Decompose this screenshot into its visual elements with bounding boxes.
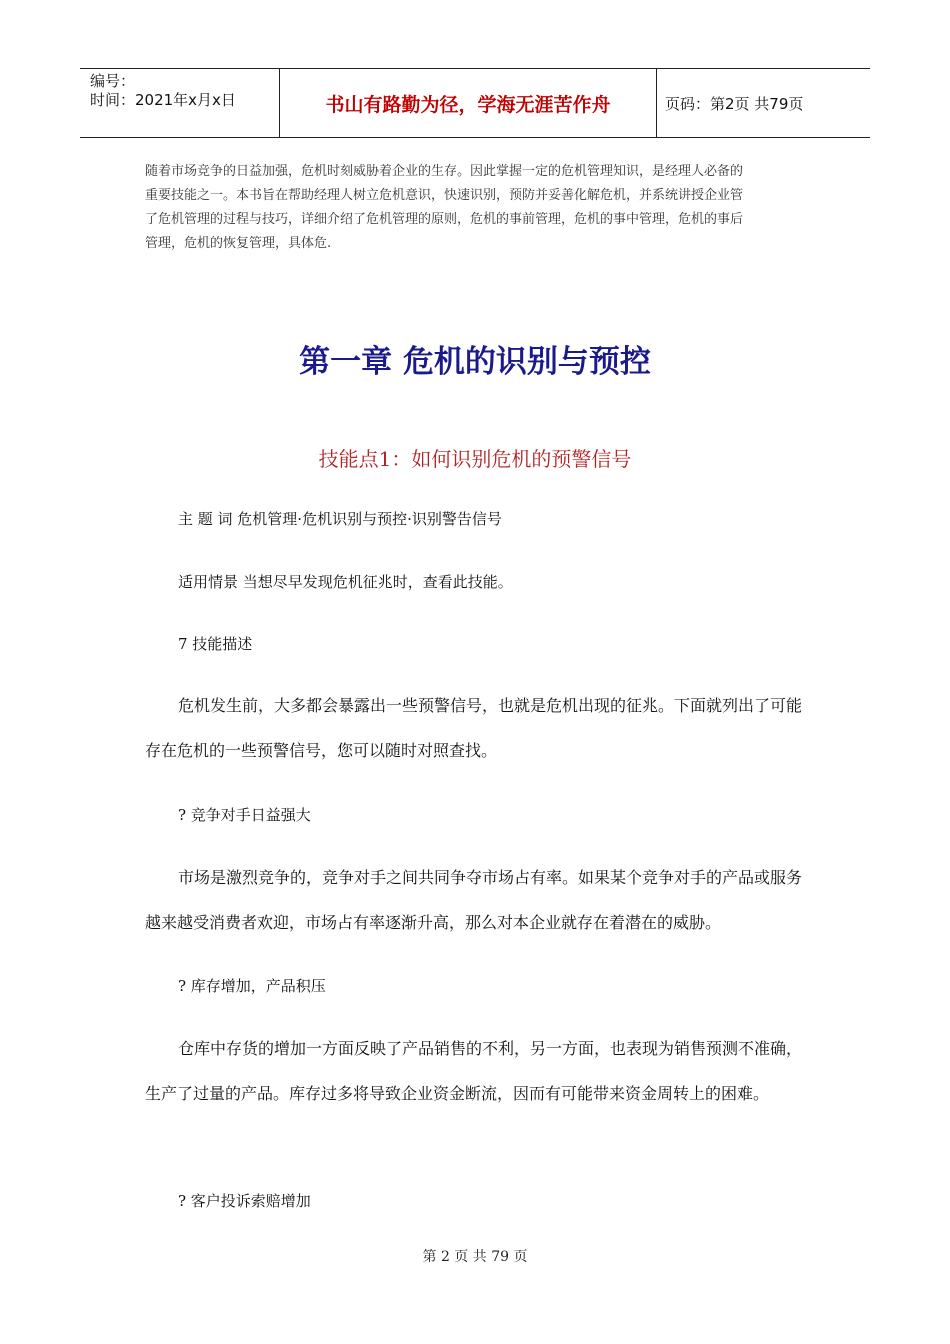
section-heading: ? 库存增加，产品积压 bbox=[178, 977, 326, 995]
page-header bbox=[80, 68, 870, 138]
intro-line: 了危机管理的过程与技巧，详细介绍了危机管理的原则，危机的事前管理，危机的事中管理，危机的事后 bbox=[145, 212, 744, 227]
skill-desc-heading: 7 技能描述 bbox=[178, 635, 253, 653]
page-footer: 第 2 页 共 79 页 bbox=[422, 1249, 528, 1265]
section-heading: ? 竞争对手日益强大 bbox=[178, 806, 311, 824]
section-body: 市场是激烈竞争的，竞争对手之间共同争夺市场占有率。如果某个竞争对手的产品或服务越来越受消费者欢迎，市场占有率逐渐升高，那么对本企业就存在着潜在的威胁。 bbox=[145, 868, 803, 932]
chapter-title: 第一章 危机的识别与预控 bbox=[299, 344, 651, 380]
keywords: 主 题 词 危机管理·危机识别与预控·识别警告信号 bbox=[178, 510, 502, 528]
intro-line: 随着市场竞争的日益加强，危机时刻威胁着企业的生存。因此掌握一定的危机管理知识，是经理人必备的 bbox=[145, 164, 744, 179]
intro-paragraph: 危机发生前，大多都会暴露出一些预警信号，也就是危机出现的征兆。下面就列出了可能存在危机的一些预警信号，您可以随时对照查找。 bbox=[145, 696, 803, 760]
scenario: 适用情景 当想尽早发现危机征兆时，查看此技能。 bbox=[178, 573, 513, 591]
header-meta bbox=[80, 69, 280, 137]
section-heading: ? 客户投诉索赔增加 bbox=[178, 1192, 311, 1210]
intro-text bbox=[145, 160, 815, 256]
intro-line: 重要技能之一。本书旨在帮助经理人树立危机意识，快速识别，预防并妥善化解危机，并系统讲授企业管 bbox=[145, 188, 744, 203]
intro-line: 管理，危机的恢复管理，具体危. bbox=[145, 236, 332, 251]
section-body: 仓库中存货的增加一方面反映了产品销售的不利，另一方面，也表现为销售预测不准确，生产了过量的产品。库存过多将导致企业资金断流，因而有可能带来资金周转上的困难。 bbox=[145, 1039, 803, 1103]
header-page-info: 页码：第2页 共79页 bbox=[665, 94, 804, 113]
number-label: 编号： bbox=[90, 72, 136, 90]
header-motto: 书山有路勤为径，学海无涯苦作舟 bbox=[280, 69, 657, 137]
time-label: 时间：2021年x月x日 bbox=[90, 91, 236, 109]
skill-title: 技能点1：如何识别危机的预警信号 bbox=[318, 447, 632, 471]
